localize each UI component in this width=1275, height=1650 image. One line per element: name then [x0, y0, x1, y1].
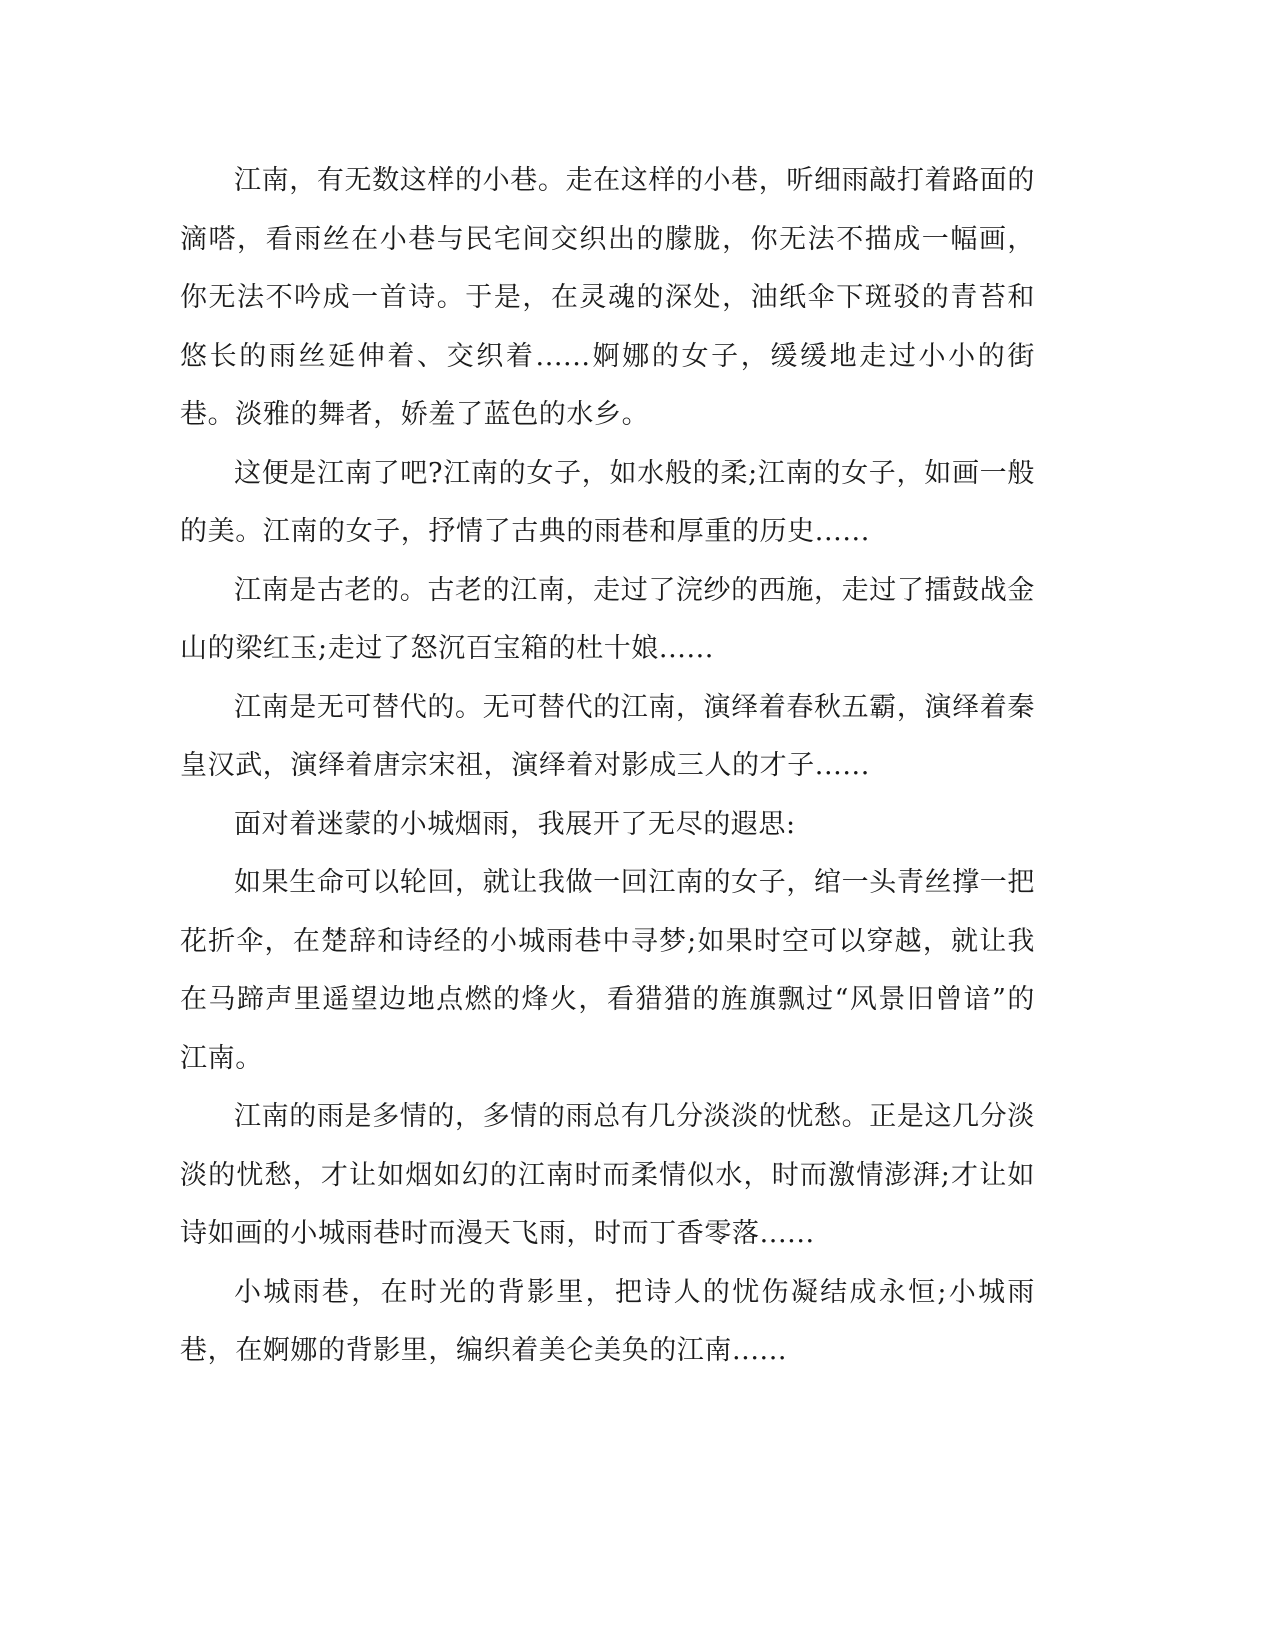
- paragraph: 江南的雨是多情的，多情的雨总有几分淡淡的忧愁。正是这几分淡淡的忧愁，才让如烟如幻的江南时而柔情似水，时而激情澎湃;才让如诗如画的小城雨巷时而漫天飞雨，时而丁香零落......: [180, 1101, 1035, 1249]
- paragraph: 江南是无可替代的。无可替代的江南，演绎着春秋五霸，演绎着秦皇汉武，演绎着唐宗宋祖，演绎着对影成三人的才子......: [180, 691, 1035, 781]
- paragraph: 江南，有无数这样的小巷。走在这样的小巷，听细雨敲打着路面的滴嗒，看雨丝在小巷与民宅间交织出的朦胧，你无法不描成一幅画，你无法不吟成一首诗。于是，在灵魂的深处，油纸伞下斑驳的青苔和悠长的雨丝延伸着、交织着......婀娜的女子，缓缓地走过小小的街巷。淡雅的舞者，娇羞了蓝色的水乡。: [180, 165, 1035, 430]
- paragraph: 如果生命可以轮回，就让我做一回江南的女子，绾一头青丝撑一把花折伞，在楚辞和诗经的小城雨巷中寻梦;如果时空可以穿越，就让我在马蹄声里遥望边地点燃的烽火，看猎猎的旌旗飘过“风景旧曾谙”的江南。: [180, 867, 1035, 1074]
- paragraph: 面对着迷蒙的小城烟雨，我展开了无尽的遐思:: [234, 808, 796, 840]
- paragraph: 这便是江南了吧?江南的女子，如水般的柔;江南的女子，如画一般的美。江南的女子，抒情了古典的雨巷和厚重的历史......: [180, 457, 1035, 547]
- paragraph: 小城雨巷，在时光的背影里，把诗人的忧伤凝结成永恒;小城雨巷，在婀娜的背影里，编织着美仑美奂的江南......: [180, 1276, 1035, 1366]
- document-body: [180, 152, 1035, 1381]
- paragraph: 江南是古老的。古老的江南，走过了浣纱的西施，走过了擂鼓战金山的梁红玉;走过了怒沉百宝箱的杜十娘......: [180, 574, 1035, 664]
